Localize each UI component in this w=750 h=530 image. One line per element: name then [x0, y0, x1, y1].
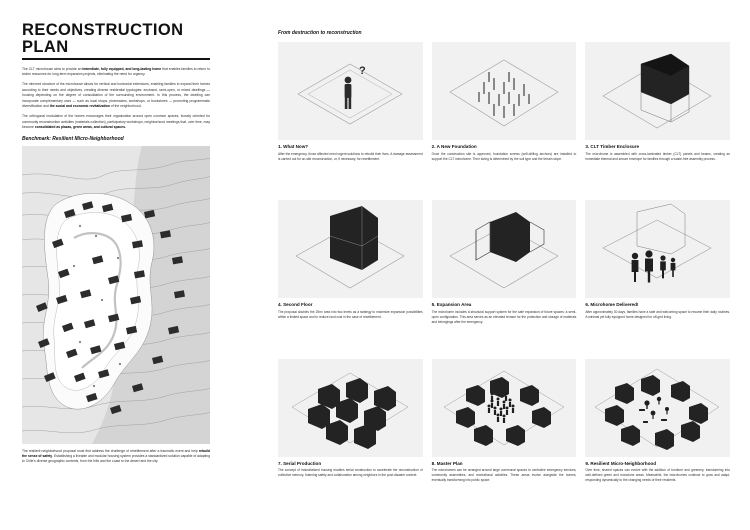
grid-header: From destruction to reconstruction — [278, 30, 362, 36]
plan-caption: The resilient neighborhood proposal must first address the challenge of resettlement after a traumatic event and help rebuild the sense of safety. Establishing a liveable and modular housing system provides a standardized solution capable of adapting to Chile's diverse geographic contexts, from the hills and the coast to the desert and the city. — [22, 448, 210, 464]
step-7-title: 7. Serial Production — [278, 460, 322, 466]
step-9-title: 9. Resilient Micro-Neighborhood — [585, 460, 657, 466]
step-card-9 — [585, 359, 730, 510]
master-plan-icon — [432, 359, 576, 457]
step-5-illustration — [432, 200, 577, 298]
step-card-3 — [585, 42, 730, 193]
step-card-7 — [278, 359, 423, 510]
step-1-title: 1. What Now? — [278, 144, 309, 149]
step-9-illustration — [585, 359, 730, 457]
site-plan-drawing — [22, 146, 210, 444]
step-3-title: 3. CLT Timber Enclosure — [585, 144, 640, 149]
step-4-body: The proposal doubles the 25m² area into two levels as a strategy to maximize expansion possibilities within a limited space and to reduce land cost in the case of resettlement. — [278, 309, 423, 319]
step-8-illustration — [432, 359, 577, 457]
step-4-illustration — [278, 200, 423, 298]
intro-paragraph-3: The orthogonal modulation of the homes encourages their organization around open common spaces, loosely oriented for community reconstruction activities (materials collection), participatory workshops, neighborhood meetings that, over time, may become consolidated as plazas, green areas, and cultural spaces. — [22, 114, 210, 130]
step-1-illustration — [278, 42, 423, 140]
serial-production-icon — [278, 359, 422, 457]
step-6-title: 6. Microhome Delivered! — [585, 302, 639, 308]
step-card-5 — [432, 200, 577, 351]
clt-enclosure-icon — [585, 42, 729, 140]
site-plan-image — [22, 146, 210, 444]
steps-grid — [278, 42, 730, 510]
step-2-illustration — [432, 42, 577, 140]
step-card-2 — [432, 42, 577, 193]
intro-paragraph-2: The mirrored structure of the microhouse allows for vertical and horizontal extensions, enabling families to expand their homes according to their needs and objectives, creating diverse residential typologies: enclosed, semi-open, or mixed dwellings — housing depending on the degree of consolidation of the surrounding environment. In this process, the dwelling can incorporate complementary uses — such as local shops, pharmacies, workshops, or bookstores — promoting programmatic diversification and the social and economic revitalization of the neighborhood. — [22, 82, 210, 109]
step-card-1 — [278, 42, 423, 193]
step-card-6 — [585, 200, 730, 351]
benchmark-label: Benchmark: Resilient Micro-Neighborhood — [22, 135, 124, 142]
step-2-body: Once the construction site is approved, foundation screws (self-drilling anchors) are installed to support the CLT microhome. Their sizing is determined by the soil type and the terrain slope. — [431, 151, 577, 161]
step-8-body: The microhomes can be arranged around large communal spaces to centralize emergency services, community assemblies, and recreational activities. These areas evolve alongside the homes, eventually transforming into public space. — [431, 468, 577, 483]
family-delivered-icon — [585, 200, 729, 298]
step-7-illustration — [278, 359, 423, 457]
left-column — [22, 22, 210, 512]
step-3-body: The microhome is assembled with cross-laminated timber (CLT) panels and beams, creating an immediate thermal and secure envelope for families through a waste-free assembly process. — [585, 151, 730, 161]
foundation-screws-icon — [432, 42, 576, 140]
resilient-neighborhood-icon — [585, 359, 729, 457]
step-7-body: The concept of industrialized housing enables serial construction to accelerate the reconstruction of collective memory, fostering safety and collaboration among neighbors in the post-disaster context. — [278, 468, 423, 478]
intro-paragraph-1: The CLT microhouse aims to provide an immediate, fully equipped, and long-lasting home that enables families to return to stolen resources for long-term expansion projects, eliminating the need for urgency. — [22, 66, 210, 76]
step-1-body: After the emergency, those affected need urgent solutions to rebuild their lives. A damage assessment is carried out for on-site reconstruction, or, if necessary, for resettlement. — [278, 151, 423, 161]
expansion-area-icon — [432, 200, 576, 298]
step-2-title: 2. A New Foundation — [431, 144, 477, 149]
title-divider — [22, 58, 210, 60]
page-title: RECONSTRUCTION PLAN — [22, 21, 184, 56]
figure-question-icon — [278, 42, 422, 140]
step-9-body: Over time, shared spaces can evolve with the addition of furniture and greenery, transforming into well-defined green and monotone areas. Meanwhile, the microhomes continue to grow and adapt, responding dynamically to the changing needs of their residents. — [585, 468, 730, 483]
step-6-illustration — [585, 200, 730, 298]
step-8-title: 8. Master Plan — [431, 460, 463, 466]
step-4-title: 4. Second Floor — [278, 302, 313, 308]
svg-text:?: ? — [359, 65, 366, 77]
second-floor-icon — [278, 200, 422, 298]
step-card-4 — [278, 200, 423, 351]
step-3-illustration — [585, 42, 730, 140]
step-card-8 — [432, 359, 577, 510]
step-5-title: 5. Expansion Area — [431, 302, 472, 308]
step-6-body: After approximately 30 days, families have a safe and welcoming space to resume their daily routines. A minimal yet fully equipped home designed for off-grid living. — [585, 309, 730, 319]
step-5-body: The microhome includes a structural support system for the safe expansion of future spaces: a semi-open configuration. This area serves as an elevated terrace for the protection and storage of materials and belongings after the emergency. — [431, 309, 577, 325]
